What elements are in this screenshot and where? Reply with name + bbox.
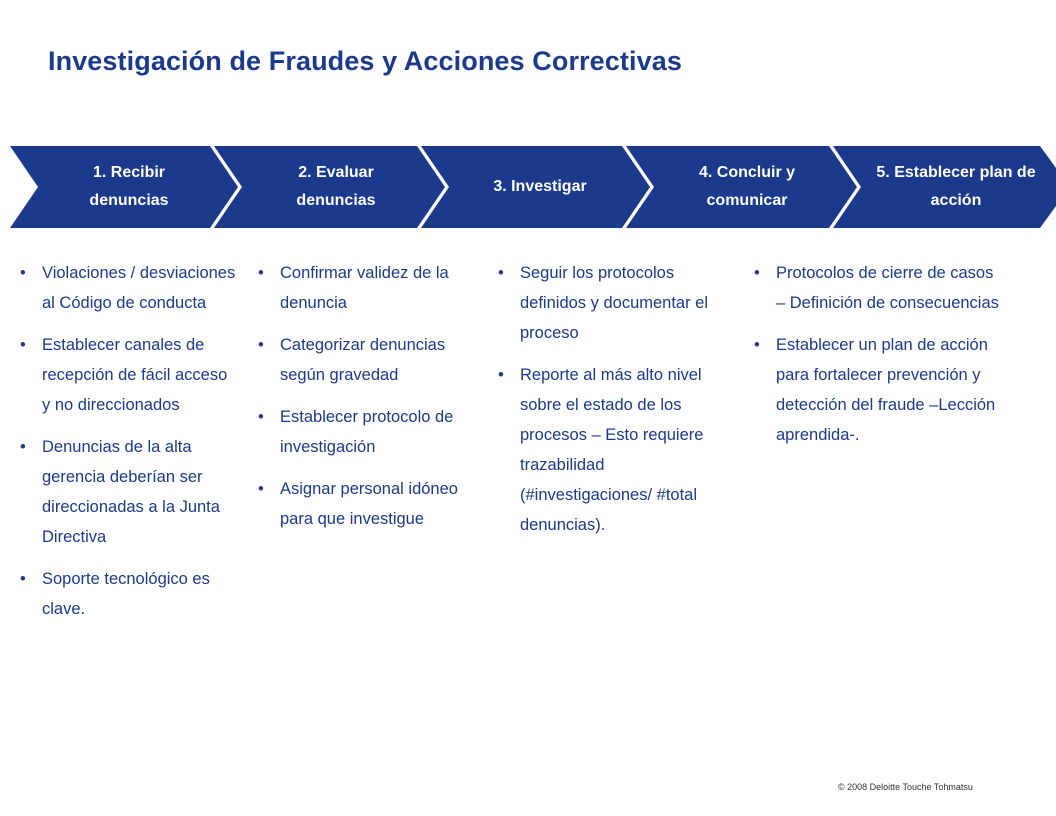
column-recibir bbox=[20, 258, 240, 636]
page-title: Investigación de Fraudes y Acciones Correctivas bbox=[48, 46, 682, 76]
list-item: • Asignar personal idóneo para que investigue bbox=[258, 474, 482, 534]
list-item: • Establecer canales de recepción de fácil acceso y no direccionados bbox=[20, 330, 240, 420]
column-evaluar bbox=[258, 258, 482, 546]
step-label-5: 5. Establecer plan de acción bbox=[876, 164, 1036, 209]
bullet: • bbox=[258, 408, 264, 426]
list-item: • Reporte al más alto nivel sobre el estado de los procesos – Esto requiere trazabilidad (#investigaciones/ #total denuncias). bbox=[498, 360, 726, 540]
step-label-2: 2. Evaluar denuncias bbox=[296, 164, 376, 209]
bullet: • bbox=[754, 336, 760, 354]
bullet: • bbox=[20, 336, 26, 354]
list-item: • Protocolos de cierre de casos – Definición de consecuencias bbox=[754, 258, 1004, 318]
bullet: • bbox=[258, 336, 264, 354]
list-item: • Confirmar validez de la denuncia bbox=[258, 258, 482, 318]
step-label-1: 1. Recibir denuncias bbox=[89, 164, 169, 209]
column-investigar bbox=[498, 258, 726, 552]
column-concluir bbox=[754, 258, 1004, 462]
bullet: • bbox=[498, 366, 504, 384]
list-item: • Soporte tecnológico es clave. bbox=[20, 564, 240, 624]
step-label-4: 4. Concluir y comunicar bbox=[698, 164, 796, 209]
list-item: • Denuncias de la alta gerencia deberían ser direccionadas a la Junta Directiva bbox=[20, 432, 240, 552]
copyright-footer: © 2008 Deloitte Touche Tohmatsu bbox=[838, 782, 973, 792]
bullet: • bbox=[20, 264, 26, 282]
bullet: • bbox=[754, 264, 760, 282]
list-item: • Establecer protocolo de investigación bbox=[258, 402, 482, 462]
bullet: • bbox=[258, 264, 264, 282]
list-item: • Categorizar denuncias según gravedad bbox=[258, 330, 482, 390]
bullet: • bbox=[20, 570, 26, 588]
step-label-3: 3. Investigar bbox=[493, 178, 587, 195]
bullet: • bbox=[498, 264, 504, 282]
list-item: • Seguir los protocolos definidos y documentar el proceso bbox=[498, 258, 726, 348]
bullet: • bbox=[258, 480, 264, 498]
bullet: • bbox=[20, 438, 26, 456]
list-item: • Violaciones / desviaciones al Código de conducta bbox=[20, 258, 240, 318]
list-item: • Establecer un plan de acción para fortalecer prevención y detección del fraude –Lección aprendida-. bbox=[754, 330, 1004, 450]
